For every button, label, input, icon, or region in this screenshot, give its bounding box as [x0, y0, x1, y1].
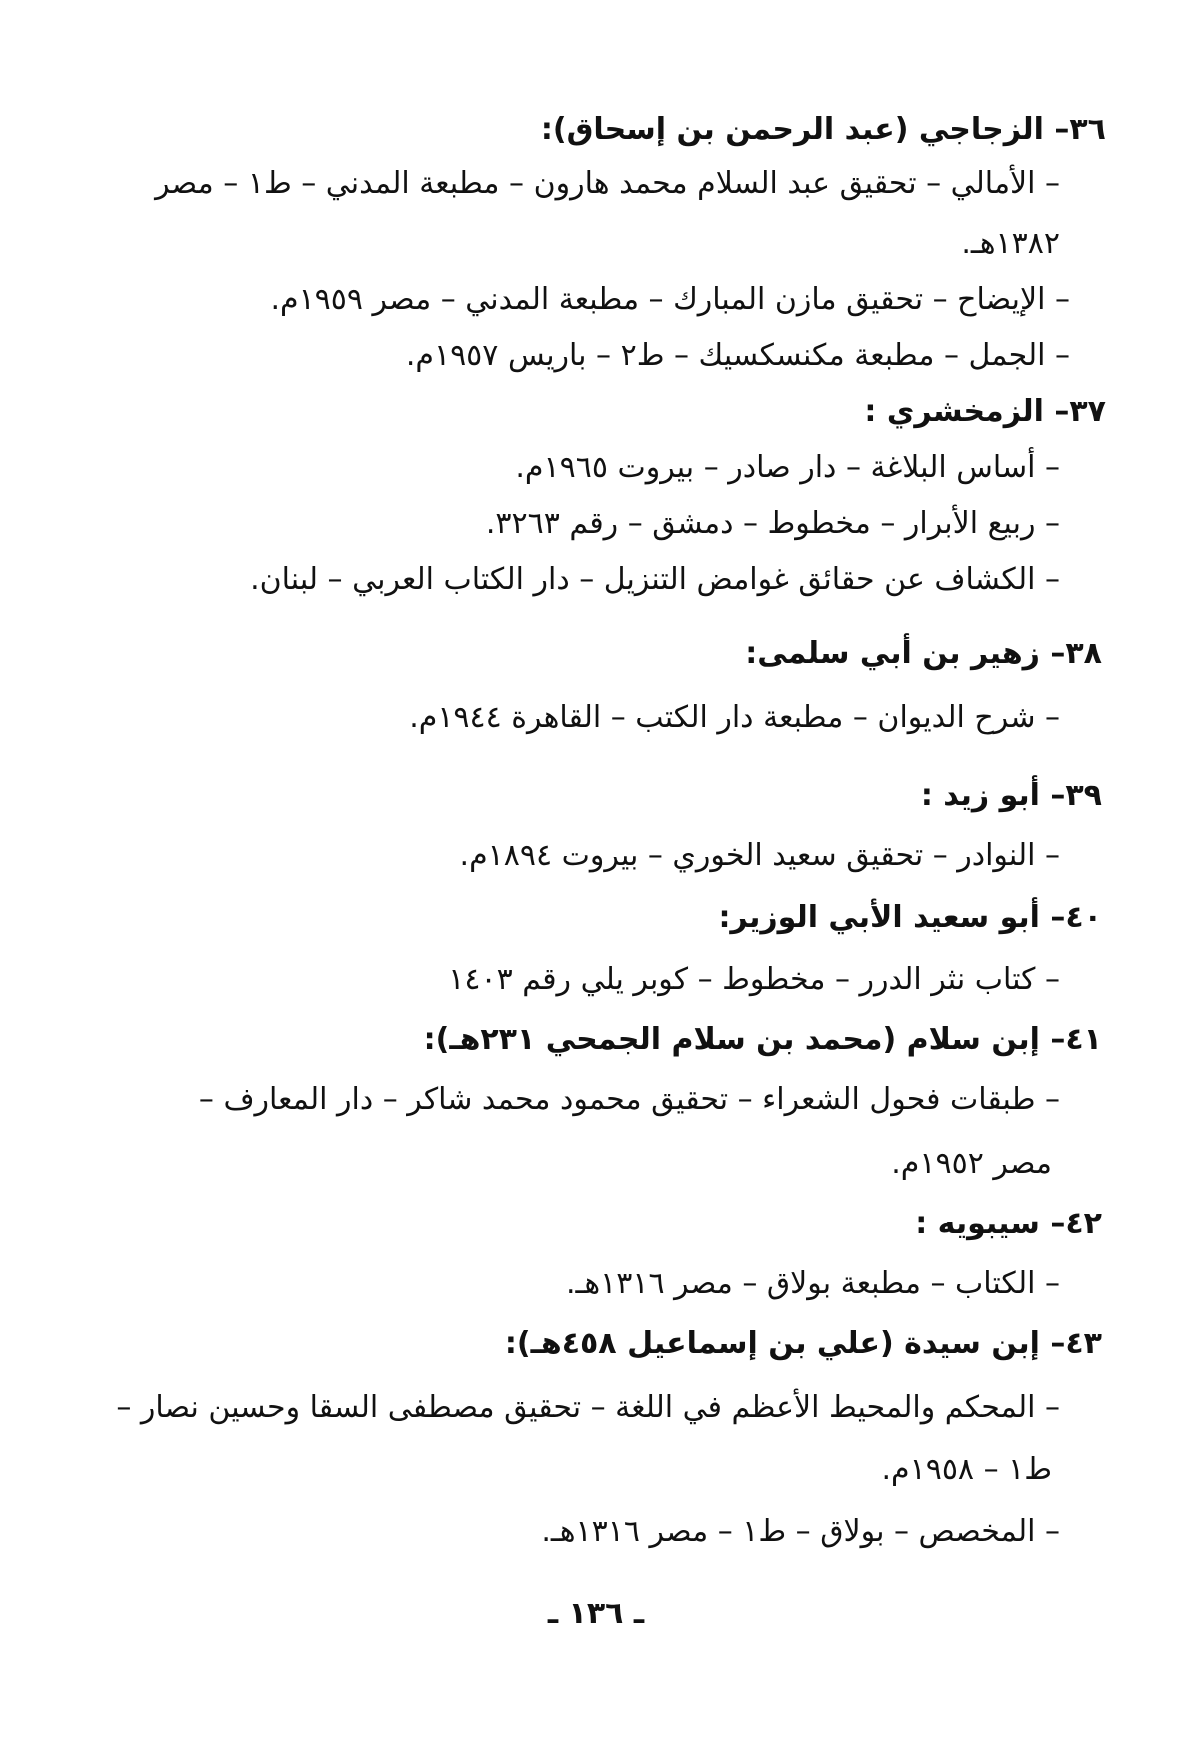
entry-41-tabaqat: – طبقات فحول الشعراء – تحقيق محمود محمد شاكر – دار المعارف – — [198, 1082, 1060, 1117]
entry-42-kitab: – الكتاب – مطبعة بولاق – مصر ١٣١٦هـ. — [566, 1266, 1060, 1301]
entry-37-asas: – أساس البلاغة – دار صادر – بيروت ١٩٦٥م. — [515, 450, 1060, 485]
entry-38-sharh: – شرح الديوان – مطبعة دار الكتب – القاهرة ١٩٤٤م. — [409, 700, 1060, 735]
entry-36-jumal: – الجمل – مطبعة مكنسكسيك – ط٢ – باريس ١٩٥٧م. — [405, 338, 1070, 373]
entry-38-heading: ٣٨– زهير بن أبي سلمى: — [745, 636, 1102, 671]
entry-43-heading: ٤٣– إبن سيدة (علي بن إسماعيل ٤٥٨هـ): — [504, 1326, 1102, 1361]
entry-43-mukhassas: – المخصص – بولاق – ط١ – مصر ١٣١٦هـ. — [541, 1514, 1060, 1549]
entry-36-idah: – الإيضاح – تحقيق مازن المبارك – مطبعة المدني – مصر ١٩٥٩م. — [270, 282, 1070, 317]
entry-41-heading: ٤١– إبن سلام (محمد بن سلام الجمحي ٢٣١هـ): — [423, 1022, 1102, 1057]
entry-36-amali: – الأمالي – تحقيق عبد السلام محمد هارون – مطبعة المدني – ط١ – مصر — [155, 166, 1060, 201]
entry-36-amali-cont: ١٣٨٢هـ. — [961, 226, 1060, 261]
entry-37-kashshaf: – الكشاف عن حقائق غوامض التنزيل – دار الكتاب العربي – لبنان. — [250, 562, 1060, 597]
entry-37-heading: ٣٧– الزمخشري : — [864, 394, 1106, 429]
entry-36-heading: ٣٦– الزجاجي (عبد الرحمن بن إسحاق): — [540, 112, 1106, 147]
entry-41-tabaqat-cont: مصر ١٩٥٢م. — [891, 1146, 1052, 1181]
entry-40-heading: ٤٠– أبو سعيد الأبي الوزير: — [718, 900, 1102, 935]
entry-43-muhkam-cont: ط١ – ١٩٥٨م. — [881, 1452, 1052, 1487]
entry-39-heading: ٣٩– أبو زيد : — [920, 778, 1102, 813]
page-number: ـ ١٣٦ ـ — [547, 1596, 645, 1631]
entry-40-nathr: – كتاب نثر الدرر – مخطوط – كوبر يلي رقم ١٤٠٣ — [448, 962, 1060, 997]
entry-42-heading: ٤٢– سيبويه : — [915, 1206, 1102, 1241]
entry-37-rabi: – ربيع الأبرار – مخطوط – دمشق – رقم ٣٢٦٣. — [485, 506, 1060, 541]
entry-39-nawadir: – النوادر – تحقيق سعيد الخوري – بيروت ١٨٩٤م. — [459, 838, 1060, 873]
entry-43-muhkam: – المحكم والمحيط الأعظم في اللغة – تحقيق مصطفى السقا وحسين نصار – — [116, 1390, 1060, 1425]
